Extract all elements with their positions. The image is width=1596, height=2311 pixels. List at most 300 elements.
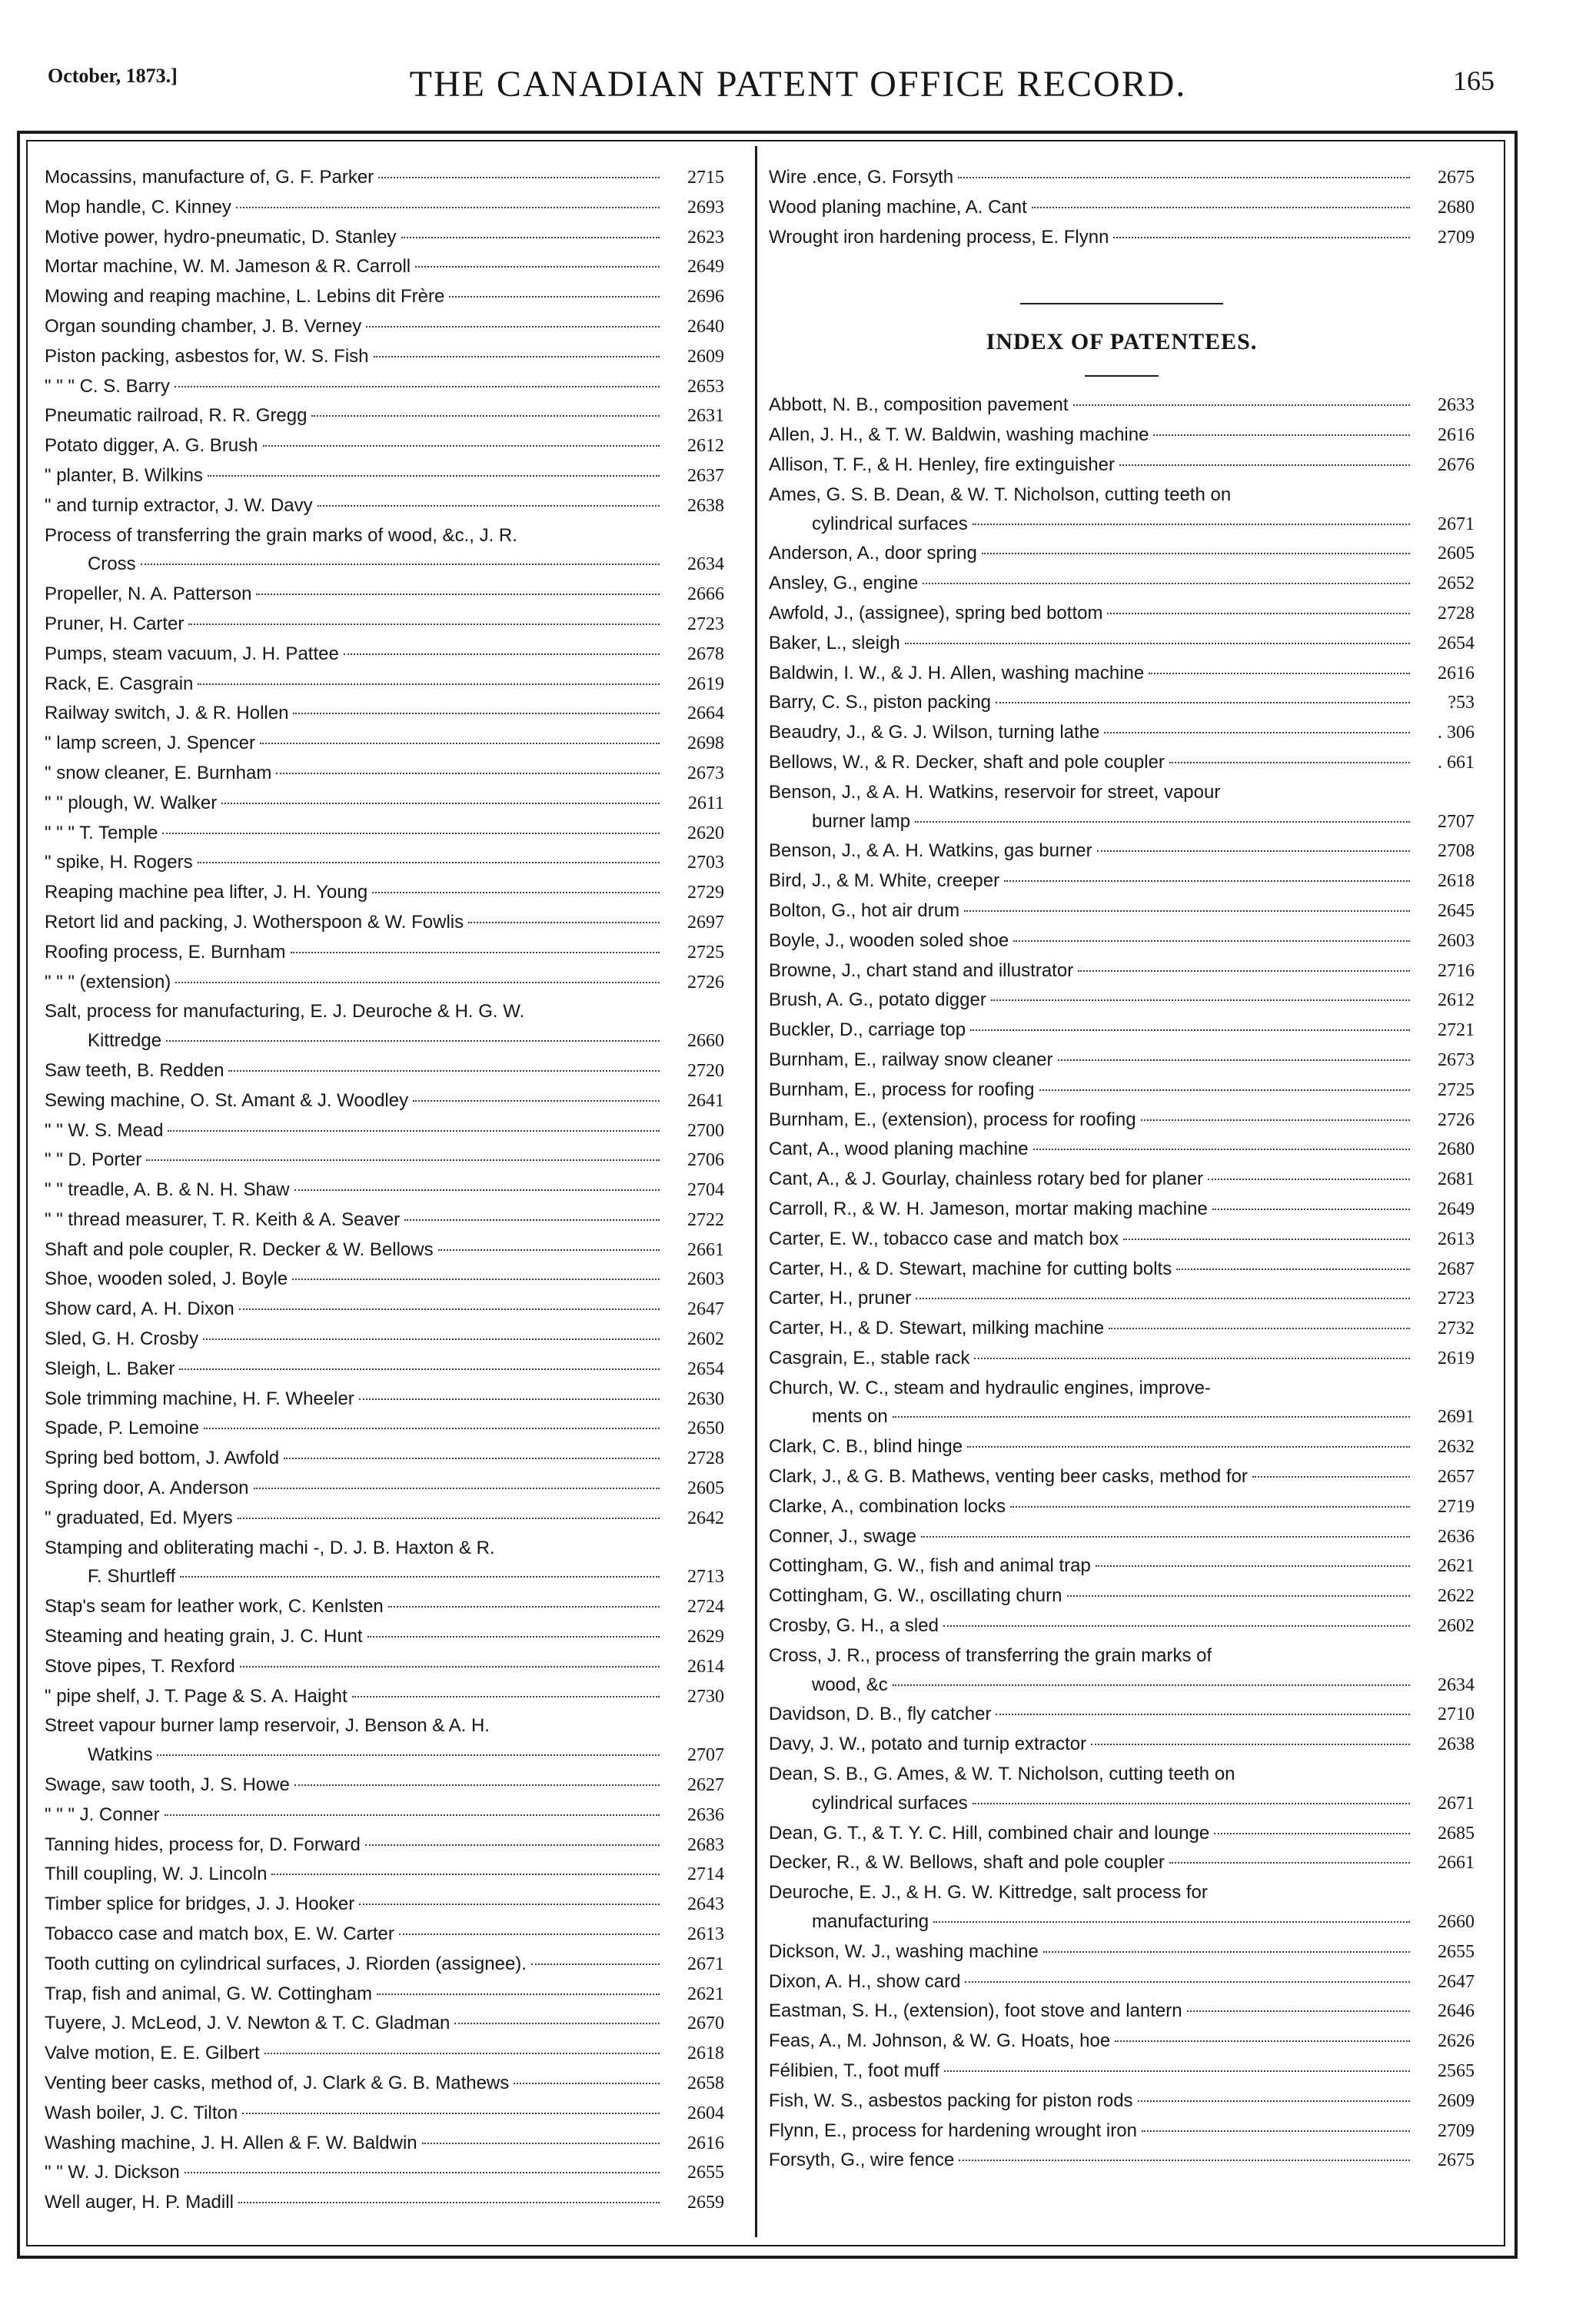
- index-entry: [769, 718, 1475, 748]
- dot-leader: [1107, 613, 1410, 614]
- entry-line: [769, 956, 1475, 986]
- entry-line: [769, 569, 1475, 599]
- index-entry: [769, 1374, 1475, 1433]
- patent-number: 2645: [1438, 900, 1475, 921]
- entry-line: [769, 688, 1475, 718]
- index-entry: [769, 1016, 1475, 1046]
- entry-line: [45, 1444, 724, 1474]
- patent-number: 2671: [1438, 1793, 1475, 1814]
- entry-text: Rack, E. Casgrain: [45, 673, 194, 694]
- index-entry: [45, 1771, 724, 1801]
- column-divider: [755, 146, 757, 2237]
- dot-leader: [967, 1446, 1410, 1448]
- dot-leader: [198, 683, 660, 685]
- entry-text: Spade, P. Lemoine: [45, 1418, 200, 1439]
- patent-number: 2638: [687, 495, 724, 516]
- dot-leader: [944, 2070, 1410, 2072]
- entry-line: [45, 1504, 724, 1534]
- entry-line: [769, 1135, 1475, 1165]
- patent-number: 2659: [687, 2193, 724, 2213]
- index-entry: [769, 748, 1475, 778]
- index-entry: [769, 1819, 1475, 1849]
- index-entry: [45, 908, 724, 938]
- index-entry: [45, 997, 724, 1056]
- entry-line: [45, 1711, 724, 1741]
- dot-leader: [1123, 1239, 1410, 1240]
- patent-number: 2671: [687, 1954, 724, 1974]
- index-entry: [45, 491, 724, 521]
- patent-number: 2629: [687, 1627, 724, 1648]
- entry-line: [769, 421, 1475, 451]
- entry-text: Abbott, N. B., composition pavement: [769, 394, 1069, 416]
- entry-text: Félibien, T., foot muff: [769, 2060, 939, 2082]
- dot-leader: [264, 2053, 660, 2054]
- entry-text: " snow cleaner, E. Burnham: [45, 762, 272, 783]
- entry-continuation-line: [769, 1402, 1475, 1432]
- dot-leader: [344, 653, 660, 655]
- index-entry: [45, 282, 724, 312]
- entry-text: F. Shurtleff: [88, 1566, 176, 1588]
- index-entry: [769, 1581, 1475, 1611]
- index-entry: [45, 1534, 724, 1593]
- patent-number: 2623: [687, 227, 724, 248]
- entry-line: [769, 866, 1475, 896]
- entry-line: [769, 2027, 1475, 2057]
- index-entry: [45, 372, 724, 402]
- index-entry: [769, 836, 1475, 866]
- entry-line: [769, 836, 1475, 866]
- entry-line: [45, 1950, 724, 1980]
- dot-leader: [514, 2083, 660, 2084]
- entry-text: " " W. S. Mead: [45, 1119, 164, 1141]
- entry-continuation-line: [45, 1741, 724, 1771]
- entry-line: [45, 580, 724, 610]
- index-entry: [45, 1831, 724, 1860]
- entry-text: Burnham, E., process for roofing: [769, 1079, 1035, 1100]
- dot-leader: [958, 177, 1410, 178]
- entry-text: Pneumatic railroad, R. R. Gregg: [45, 405, 308, 427]
- index-entry: [769, 2057, 1475, 2087]
- entry-continuation-line: [769, 510, 1475, 540]
- dot-leader: [377, 1993, 660, 1995]
- entry-text: wood, &c: [812, 1674, 888, 1695]
- entry-line: [45, 1056, 724, 1086]
- entry-text: Burnham, E., railway snow cleaner: [769, 1049, 1053, 1070]
- patent-number: 2697: [687, 912, 724, 933]
- index-entry: [45, 163, 724, 193]
- patent-number: 2646: [1438, 2001, 1475, 2022]
- entry-line: [45, 2158, 724, 2188]
- patent-number: 2653: [687, 376, 724, 397]
- entry-line: [769, 1284, 1475, 1314]
- entry-text: Fish, W. S., asbestos packing for piston rods: [769, 2090, 1133, 2111]
- dot-leader: [1032, 207, 1410, 208]
- patent-number: 2722: [687, 1209, 724, 1230]
- entry-line: [45, 2039, 724, 2069]
- dot-leader: [374, 356, 660, 357]
- entry-text: Mop handle, C. Kinney: [45, 196, 231, 218]
- entry-text: Thill coupling, W. J. Lincoln: [45, 1864, 268, 1885]
- patent-number: 2675: [1438, 2150, 1475, 2171]
- dot-leader: [291, 952, 660, 953]
- entry-text: Carter, H., & D. Stewart, milking machine: [769, 1318, 1105, 1339]
- dot-leader: [1091, 1744, 1410, 1745]
- patent-number: 2620: [687, 823, 724, 843]
- entry-line: [45, 1534, 724, 1563]
- patent-number: 2675: [1438, 168, 1475, 188]
- dot-leader: [1169, 762, 1410, 763]
- dot-leader: [204, 1428, 660, 1429]
- patentees-list: [769, 391, 1475, 2176]
- index-entry: [45, 1801, 724, 1831]
- entry-text: Carter, H., & D. Stewart, machine for cutting bolts: [769, 1258, 1172, 1279]
- dot-leader: [1113, 237, 1410, 238]
- entry-text: Steaming and heating grain, J. C. Hunt: [45, 1626, 363, 1648]
- entry-line: [45, 1116, 724, 1146]
- index-entry: [769, 659, 1475, 689]
- patent-number: 2604: [687, 2103, 724, 2123]
- patent-number: 2602: [1438, 1616, 1475, 1637]
- entry-text: burner lamp: [812, 810, 911, 832]
- entry-text: cylindrical surfaces: [812, 513, 968, 534]
- entry-line: [45, 699, 724, 729]
- entry-line: [769, 1314, 1475, 1344]
- dot-leader: [284, 1458, 660, 1459]
- entry-text: ments on: [812, 1406, 888, 1428]
- index-entry: [45, 938, 724, 968]
- entry-continuation-line: [769, 1789, 1475, 1819]
- patent-number: 2723: [1438, 1289, 1475, 1309]
- patent-number: 2691: [1438, 1407, 1475, 1428]
- patent-number: 2603: [1438, 930, 1475, 951]
- patent-number: 2652: [1438, 574, 1475, 594]
- dot-leader: [1176, 1269, 1410, 1270]
- patent-number: 2719: [1438, 1496, 1475, 1517]
- entry-text: Bellows, W., & R. Decker, shaft and pole coupler: [769, 751, 1165, 773]
- dot-leader: [996, 702, 1410, 703]
- patent-number: 2678: [687, 643, 724, 664]
- index-entry: [45, 670, 724, 700]
- entry-text: Anderson, A., door spring: [769, 543, 977, 564]
- dot-leader: [198, 862, 660, 863]
- dot-leader: [915, 821, 1410, 823]
- dot-leader: [359, 1904, 660, 1905]
- dot-leader: [311, 415, 660, 417]
- patent-number: 2680: [1438, 197, 1475, 218]
- entry-text: Benson, J., & A. H. Watkins, gas burner: [769, 840, 1092, 862]
- index-entry: [769, 1760, 1475, 1819]
- entry-line: [45, 997, 724, 1026]
- entry-text: Spring bed bottom, J. Awfold: [45, 1448, 280, 1469]
- dot-leader: [221, 803, 660, 804]
- page-number: 165: [1453, 65, 1495, 96]
- patent-number: 2632: [1438, 1437, 1475, 1458]
- entry-line: [45, 521, 724, 550]
- index-entry: [45, 342, 724, 372]
- entry-text: " " thread measurer, T. R. Keith & A. Seaver: [45, 1209, 401, 1230]
- dot-leader: [240, 1666, 660, 1668]
- patent-number: 2611: [687, 793, 724, 813]
- dot-leader: [1252, 1476, 1410, 1478]
- patent-number: 2714: [687, 1864, 724, 1885]
- index-entry: [769, 480, 1475, 540]
- entry-line: [769, 1165, 1475, 1195]
- entry-line: [45, 938, 724, 968]
- dot-leader: [378, 177, 660, 178]
- dot-leader: [1058, 1059, 1411, 1061]
- patent-number: 2603: [687, 1269, 724, 1290]
- entry-line: [45, 1592, 724, 1622]
- dot-leader: [238, 1518, 660, 1519]
- index-entry: [45, 1711, 724, 1771]
- patent-number: 2710: [1438, 1704, 1475, 1725]
- entry-line: [769, 2057, 1475, 2087]
- dot-leader: [413, 1100, 660, 1102]
- dot-leader: [203, 1338, 660, 1340]
- entry-text: Bird, J., & M. White, creeper: [769, 870, 1000, 892]
- entry-line: [45, 1295, 724, 1325]
- entry-line: [45, 1860, 724, 1890]
- entry-line: [769, 1492, 1475, 1522]
- patent-number: 2621: [1438, 1556, 1475, 1577]
- entry-line: [45, 461, 724, 491]
- dot-leader: [352, 1696, 660, 1698]
- dot-leader: [1149, 673, 1410, 674]
- entry-text: Shaft and pole coupler, R. Decker & W. Bellows: [45, 1239, 434, 1260]
- patent-number: 2605: [1438, 544, 1475, 564]
- dot-leader: [982, 553, 1410, 554]
- patent-number: 2696: [687, 287, 724, 308]
- entry-text: Kittredge: [88, 1030, 162, 1052]
- entry-line: [769, 1046, 1475, 1076]
- index-entry: [769, 2087, 1475, 2116]
- entry-line: [769, 748, 1475, 778]
- entry-text: Beaudry, J., & G. J. Wilson, turning lathe: [769, 722, 1100, 743]
- patent-number: 2661: [687, 1239, 724, 1260]
- index-entry: [769, 2116, 1475, 2146]
- patent-number: 2649: [1438, 1199, 1475, 1219]
- entry-text: Stamping and obliterating machi -, D. J. B. Haxton & R.: [45, 1537, 495, 1558]
- entry-text: Salt, process for manufacturing, E. J. Deuroche & H. G. W.: [45, 1001, 525, 1022]
- entry-line: [769, 629, 1475, 659]
- dot-leader: [294, 1189, 660, 1191]
- dot-leader: [372, 892, 660, 893]
- patent-number: 2647: [687, 1299, 724, 1320]
- entry-text: Burnham, E., (extension), process for roofing: [769, 1109, 1136, 1130]
- dot-leader: [905, 643, 1410, 644]
- entry-line: [45, 401, 724, 431]
- index-entry: [769, 1195, 1475, 1225]
- entry-line: [769, 2146, 1475, 2176]
- entry-continuation-line: [45, 1026, 724, 1056]
- entry-continuation-line: [769, 1671, 1475, 1701]
- entry-line: [45, 1265, 724, 1295]
- patent-number: 2637: [687, 465, 724, 486]
- entry-text: Bolton, G., hot air drum: [769, 899, 960, 921]
- index-entry: [45, 759, 724, 789]
- patent-number: 2716: [1438, 960, 1475, 981]
- patent-number: 2703: [687, 853, 724, 873]
- entry-text: Ansley, G., engine: [769, 573, 919, 594]
- dot-leader: [293, 713, 660, 714]
- entry-line: [769, 1432, 1475, 1462]
- index-entry: [769, 1046, 1475, 1076]
- dot-leader: [1153, 434, 1410, 436]
- entry-line: [45, 1474, 724, 1504]
- index-entry: [45, 819, 724, 849]
- dot-leader: [1115, 2040, 1410, 2042]
- dot-leader: [1043, 1951, 1410, 1953]
- entry-line: [769, 1344, 1475, 1374]
- entry-text: Process of transferring the grain marks of wood, &c., J. R.: [45, 524, 517, 546]
- dot-leader: [970, 1029, 1410, 1031]
- entry-text: Shoe, wooden soled, J. Boyle: [45, 1269, 288, 1290]
- dot-leader: [965, 1981, 1410, 1983]
- patent-number: 2658: [687, 2073, 724, 2093]
- index-entry: [45, 1265, 724, 1295]
- entry-line: [45, 1175, 724, 1205]
- patent-number: 2627: [687, 1775, 724, 1796]
- patent-number: 2655: [1438, 1941, 1475, 1962]
- index-entry: [45, 2039, 724, 2069]
- entry-line: [769, 1374, 1475, 1403]
- entry-line: [769, 163, 1475, 193]
- index-entry: [45, 2129, 724, 2159]
- entry-line: [45, 1622, 724, 1652]
- entry-line: [45, 431, 724, 461]
- dot-leader: [1004, 880, 1410, 882]
- entry-text: Forsyth, G., wire fence: [769, 2150, 955, 2171]
- entry-line: [45, 1355, 724, 1385]
- entry-line: [769, 2087, 1475, 2116]
- entry-text: Carroll, R., & W. H. Jameson, mortar making machine: [769, 1198, 1208, 1219]
- entry-line: [45, 848, 724, 878]
- entry-text: Wash boiler, J. C. Tilton: [45, 2102, 238, 2123]
- entry-line: [769, 1195, 1475, 1225]
- entry-line: [769, 896, 1475, 926]
- entry-text: Sole trimming machine, H. F. Wheeler: [45, 1388, 354, 1409]
- index-entry: [45, 1325, 724, 1355]
- entry-text: Decker, R., & W. Bellows, shaft and pole coupler: [769, 1852, 1165, 1874]
- patent-number: 2698: [687, 733, 724, 754]
- entry-line: [45, 878, 724, 908]
- entry-text: Timber splice for bridges, J. J. Hooker: [45, 1894, 355, 1915]
- index-entry: [45, 1086, 724, 1116]
- index-entry: [769, 1848, 1475, 1878]
- index-entry: [769, 1284, 1475, 1314]
- dot-leader: [365, 1844, 660, 1846]
- dot-leader: [359, 1398, 660, 1400]
- patent-number: 2670: [687, 2013, 724, 2034]
- index-entry: [45, 1860, 724, 1890]
- patent-number: 2618: [1438, 871, 1475, 892]
- dot-leader: [1214, 1833, 1410, 1834]
- entry-line: [45, 610, 724, 640]
- index-entry: [45, 580, 724, 610]
- entry-text: Street vapour burner lamp reservoir, J. Benson & A. H.: [45, 1715, 490, 1737]
- patent-number: 2680: [1438, 1139, 1475, 1160]
- entry-text: Tooth cutting on cylindrical surfaces, J. Riorden (assignee).: [45, 1953, 527, 1974]
- index-entry: [45, 2009, 724, 2039]
- entry-text: Clark, C. B., blind hinge: [769, 1436, 963, 1458]
- patent-number: 2671: [1438, 514, 1475, 534]
- index-entry: [769, 956, 1475, 986]
- entry-text: Dean, S. B., G. Ames, & W. T. Nicholson, cutting teeth on: [769, 1764, 1235, 1785]
- entry-line: [45, 1086, 724, 1116]
- dot-leader: [996, 1714, 1410, 1715]
- patent-number: 2619: [687, 673, 724, 694]
- patent-number: 2602: [687, 1329, 724, 1350]
- entry-text: Tanning hides, process for, D. Forward: [45, 1834, 361, 1855]
- dot-leader: [1096, 1565, 1410, 1567]
- index-entry: [769, 629, 1475, 659]
- entry-text: Cant, A., wood planing machine: [769, 1139, 1029, 1160]
- dot-leader: [893, 1684, 1410, 1686]
- entry-line: [45, 2069, 724, 2099]
- dot-leader: [141, 564, 660, 565]
- entry-text: Eastman, S. H., (extension), foot stove and lantern: [769, 2000, 1182, 2022]
- entry-text: Organ sounding chamber, J. B. Verney: [45, 315, 362, 337]
- dot-leader: [238, 2202, 660, 2203]
- index-entry: [769, 1522, 1475, 1552]
- patent-number: 2693: [687, 197, 724, 218]
- index-entry: [45, 193, 724, 223]
- patent-number: 2636: [687, 1804, 724, 1825]
- index-entry: [45, 401, 724, 431]
- entry-line: [45, 223, 724, 253]
- index-entry: [45, 1682, 724, 1712]
- entry-line: [769, 1848, 1475, 1878]
- entry-line: [45, 968, 724, 998]
- dot-leader: [923, 583, 1410, 584]
- dot-leader: [168, 1130, 660, 1132]
- entry-text: Mowing and reaping machine, L. Lebins dit Frère: [45, 286, 445, 308]
- dot-leader: [415, 266, 660, 268]
- patent-number: 2707: [1438, 811, 1475, 832]
- dot-leader: [318, 505, 660, 507]
- entry-text: Church, W. C., steam and hydraulic engines, improve-: [769, 1377, 1211, 1398]
- dot-leader: [146, 1159, 660, 1161]
- entry-text: " " treadle, A. B. & N. H. Shaw: [45, 1179, 290, 1201]
- entry-line: [769, 480, 1475, 510]
- patent-number: 2706: [687, 1150, 724, 1171]
- entry-line: [45, 282, 724, 312]
- entry-text: Carter, E. W., tobacco case and match box: [769, 1228, 1119, 1249]
- entry-line: [45, 2188, 724, 2218]
- dot-leader: [256, 594, 660, 595]
- patent-number: 2685: [1438, 1823, 1475, 1844]
- entry-line: [769, 1225, 1475, 1255]
- patent-number: 2613: [1438, 1229, 1475, 1249]
- patent-number: 2708: [1438, 841, 1475, 862]
- index-entry: [45, 1385, 724, 1415]
- entry-text: Boyle, J., wooden soled shoe: [769, 929, 1009, 951]
- index-entry: [45, 1295, 724, 1325]
- patent-number: 2676: [1438, 454, 1475, 475]
- entry-text: Sleigh, L. Baker: [45, 1358, 175, 1379]
- index-entry: [45, 1592, 724, 1622]
- entry-text: Flynn, E., process for hardening wrought iron: [769, 2120, 1137, 2141]
- index-entry: [45, 1205, 724, 1235]
- entry-text: Davy, J. W., potato and turnip extractor: [769, 1734, 1087, 1755]
- entry-line: [769, 1255, 1475, 1285]
- entry-line: [769, 1641, 1475, 1671]
- dot-leader: [933, 1921, 1410, 1923]
- entry-text: Retort lid and packing, J. Wotherspoon & W. Fowlis: [45, 911, 464, 933]
- patent-number: 2723: [687, 613, 724, 634]
- patent-number: 2612: [1438, 990, 1475, 1011]
- index-entry: [769, 1700, 1475, 1730]
